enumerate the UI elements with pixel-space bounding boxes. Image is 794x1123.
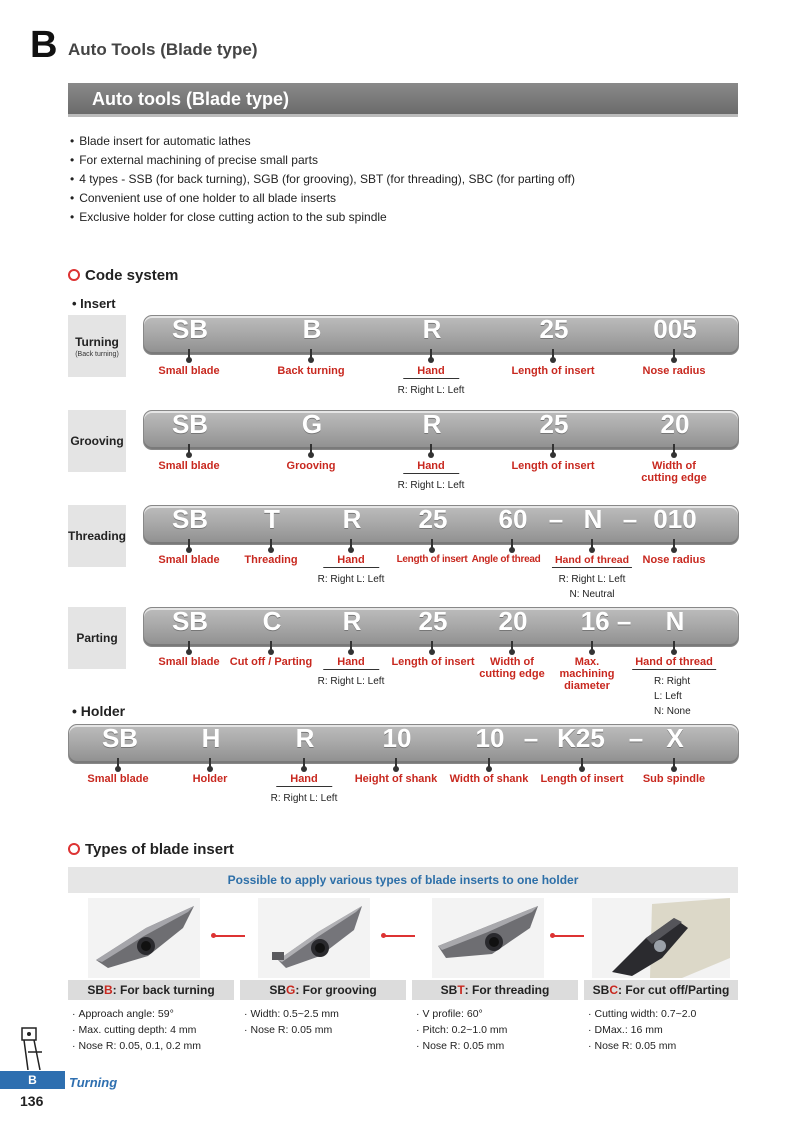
code-segment: SB (171, 314, 209, 344)
insert-photo-sbb (88, 898, 200, 978)
code-segment: 20 (660, 409, 690, 439)
code-label: Hand (323, 656, 379, 670)
pointer-stem (350, 641, 352, 652)
code-segment: N (583, 504, 603, 534)
code-segment: 10 (475, 723, 505, 753)
pointer-stem (488, 758, 490, 769)
insert-photo-sbt (432, 898, 544, 978)
turning-label-box (68, 315, 126, 377)
type-header-sbc (584, 980, 738, 1000)
list-item: • Exclusive holder for close cutting action to the sub spindle (70, 208, 575, 227)
section-letter: B (30, 24, 58, 66)
code-segment: SB (171, 606, 209, 636)
code-label: Sub spindle (642, 773, 706, 785)
pointer-stem (673, 444, 675, 455)
type-prefix: SB (592, 983, 610, 997)
code-segment: 25 (539, 409, 569, 439)
pointer-stem (673, 758, 675, 769)
code-label: Hand (403, 365, 459, 379)
code-segment: 25 (539, 314, 569, 344)
arrow-circle-icon (68, 843, 80, 855)
code-segment: C (262, 606, 282, 636)
type-prefix: SB (87, 983, 104, 997)
list-item: • Blade insert for automatic lathes (70, 132, 575, 151)
types-band: Possible to apply various types of blade inserts to one holder (68, 867, 738, 893)
banner-text: Auto tools (Blade type) (92, 89, 289, 109)
code-label: Hand (323, 554, 379, 568)
arrow-circle-icon (68, 269, 80, 281)
code-label: Length of insert (396, 554, 468, 565)
code-segment: R (295, 723, 315, 753)
code-segment: 010 (653, 504, 697, 534)
spec-item: · Max. cutting depth: 4 mm (72, 1022, 201, 1038)
holder-code-bar (68, 724, 739, 764)
spec-item: · Approach angle: 59° (72, 1006, 201, 1022)
code-label: Nose radius (642, 554, 706, 566)
pointer-stem (430, 349, 432, 360)
pointer-stem (581, 758, 583, 769)
code-label: Hand of thread (552, 554, 632, 568)
code-segment: X (666, 723, 684, 753)
spec-item: · DMax.: 16 mm (588, 1022, 696, 1038)
pointer-stem (270, 641, 272, 652)
code-label: Small blade (158, 554, 220, 566)
spec-item: · Nose R: 0.05 mm (416, 1038, 507, 1054)
list-item: • Convenient use of one holder to all blade inserts (70, 189, 575, 208)
pointer-stem (310, 349, 312, 360)
thread-neutral-note: N: Neutral (569, 589, 615, 600)
pointer-stem (188, 349, 190, 360)
feature-list (70, 132, 575, 227)
code-label: Length of insert (391, 656, 475, 668)
turning-sublabel: (Back turning) (75, 350, 119, 358)
title-banner (68, 83, 738, 117)
pointer-stem (188, 444, 190, 455)
grooving-label: Grooving (70, 434, 124, 448)
code-segment: SB (101, 723, 139, 753)
code-label: Max. machining diameter (559, 656, 615, 692)
type-prefix: SB (269, 983, 286, 997)
pointer-stem (430, 444, 432, 455)
pointer-stem (188, 539, 190, 550)
turning-label: Turning (75, 334, 119, 349)
code-label: Hand of thread (632, 656, 716, 670)
spec-item: · Cutting width: 0.7~2.0 (588, 1006, 696, 1022)
hand-note: R: Right L: Left (317, 574, 385, 585)
type-prefix: SB (440, 983, 458, 997)
spec-item: · V profile: 60° (416, 1006, 507, 1022)
pointer-stem (431, 641, 433, 652)
pointer-stem (673, 349, 675, 360)
code-separator: – (628, 723, 644, 753)
thread-hand-note: R: Right L: Left (558, 574, 626, 585)
spec-item: · Nose R: 0.05 mm (588, 1038, 696, 1054)
code-segment: 60 (498, 504, 528, 534)
code-label: Nose radius (642, 365, 706, 377)
pointer-stem (673, 539, 675, 550)
pointer-stem (511, 641, 513, 652)
code-separator: – (548, 504, 564, 534)
pointer-stem (209, 758, 211, 769)
code-label: Width of shank (449, 773, 529, 785)
thread-note: L: Left (654, 691, 682, 702)
section-tab: B (0, 1071, 65, 1089)
parting-label-box (68, 607, 126, 669)
type-suffix: : For grooving (295, 983, 377, 997)
code-label: Length of insert (511, 460, 595, 472)
insert-subheading: • Insert (72, 296, 116, 311)
spec-item: · Nose R: 0.05, 0.1, 0.2 mm (72, 1038, 201, 1054)
code-label: Grooving (286, 460, 336, 472)
pointer-stem (310, 444, 312, 455)
spec-list-sbg (244, 1006, 339, 1038)
grooving-label-box (68, 410, 126, 472)
pointer-stem (591, 539, 593, 550)
code-label: Length of insert (540, 773, 624, 785)
pointer-stem (395, 758, 397, 769)
code-system-title: Code system (85, 267, 179, 284)
hand-note: R: Right L: Left (317, 676, 385, 687)
pointer-stem (552, 444, 554, 455)
pointer-stem (552, 349, 554, 360)
type-header-sbb (68, 980, 234, 1000)
code-segment: 25 (418, 606, 448, 636)
code-label: Small blade (87, 773, 149, 785)
parting-code-bar (143, 607, 739, 647)
code-segment: 005 (653, 314, 697, 344)
type-header-sbt (412, 980, 578, 1000)
hand-note: R: Right L: Left (397, 385, 465, 396)
code-segment: B (302, 314, 322, 344)
code-label: Small blade (158, 460, 220, 472)
thread-note: R: Right (654, 676, 691, 687)
type-letter: G (286, 983, 296, 997)
code-label: Cut off / Parting (229, 656, 313, 668)
code-label: Hand (276, 773, 332, 787)
code-segment: 10 (382, 723, 412, 753)
list-item: • 4 types - SSB (for back turning), SGB (for grooving), SBT (for threading), SBC (for parting off) (70, 170, 575, 189)
connector-dash (383, 935, 415, 937)
pointer-stem (511, 539, 513, 550)
type-suffix: : For back turning (112, 983, 215, 997)
spec-list-sbb (72, 1006, 201, 1054)
connector-dash (552, 935, 584, 937)
code-separator: – (523, 723, 539, 753)
spec-list-sbt (416, 1006, 507, 1054)
code-segment: R (342, 606, 362, 636)
type-letter: T (457, 983, 465, 997)
code-label: Small blade (158, 656, 220, 668)
page-number: 136 (20, 1093, 44, 1109)
pointer-stem (188, 641, 190, 652)
hand-note: R: Right L: Left (270, 793, 338, 804)
types-title: Types of blade insert (85, 841, 234, 858)
footer-section: Turning (69, 1075, 118, 1090)
code-segment: T (264, 504, 280, 534)
type-header-sbg (240, 980, 406, 1000)
threading-code-bar (143, 505, 739, 545)
spec-item: · Width: 0.5~2.5 mm (244, 1006, 339, 1022)
code-label: Back turning (277, 365, 345, 377)
code-segment: 16 – (580, 606, 632, 636)
hand-note: R: Right L: Left (397, 480, 465, 491)
code-segment: R (422, 409, 442, 439)
insert-label: Insert (80, 296, 116, 311)
code-system-heading (68, 267, 178, 284)
pointer-stem (431, 539, 433, 550)
code-segment: N (665, 606, 685, 636)
code-label: Width of cutting edge (479, 656, 545, 680)
code-label: Small blade (158, 365, 220, 377)
pointer-stem (350, 539, 352, 550)
code-label: Height of shank (354, 773, 438, 785)
spec-list-sbc (588, 1006, 696, 1054)
holder-subheading: • Holder (72, 703, 126, 719)
pointer-stem (117, 758, 119, 769)
code-label: Length of insert (511, 365, 595, 377)
code-label: Threading (244, 554, 298, 566)
code-segment: G (301, 409, 323, 439)
code-segment: R (422, 314, 442, 344)
type-suffix: : For cut off/Parting (618, 983, 730, 997)
thread-note: N: None (654, 706, 691, 717)
code-separator: – (622, 504, 638, 534)
pointer-stem (673, 641, 675, 652)
code-segment: K25 (557, 723, 605, 753)
pointer-stem (270, 539, 272, 550)
threading-label: Threading (68, 529, 127, 543)
grooving-code-bar (143, 410, 739, 450)
holder-label: Holder (80, 703, 126, 719)
code-segment: 20 (498, 606, 528, 636)
insert-photo-sbg (258, 898, 370, 978)
code-label: Width of cutting edge (641, 460, 707, 484)
turning-code-bar (143, 315, 739, 355)
code-segment: R (342, 504, 362, 534)
code-label: Hand (403, 460, 459, 474)
turning-tool-icon (20, 1026, 48, 1070)
type-letter: B (104, 983, 113, 997)
type-letter: C (609, 983, 618, 997)
code-segment: SB (171, 504, 209, 534)
pointer-stem (303, 758, 305, 769)
code-segment: SB (171, 409, 209, 439)
pointer-stem (591, 641, 593, 652)
threading-label-box (68, 505, 126, 567)
types-heading (68, 841, 234, 858)
spec-item: · Nose R: 0.05 mm (244, 1022, 339, 1038)
type-suffix: : For threading (464, 983, 550, 997)
code-segment: 25 (418, 504, 448, 534)
connector-dash (213, 935, 245, 937)
code-label: Holder (192, 773, 228, 785)
spec-item: · Pitch: 0.2~1.0 mm (416, 1022, 507, 1038)
insert-photo-sbc (592, 898, 730, 978)
parting-label: Parting (76, 631, 118, 645)
code-label: Angle of thread (471, 554, 541, 565)
page-title: Auto Tools (Blade type) (68, 40, 258, 59)
code-segment: H (201, 723, 221, 753)
list-item: • For external machining of precise small parts (70, 151, 575, 170)
